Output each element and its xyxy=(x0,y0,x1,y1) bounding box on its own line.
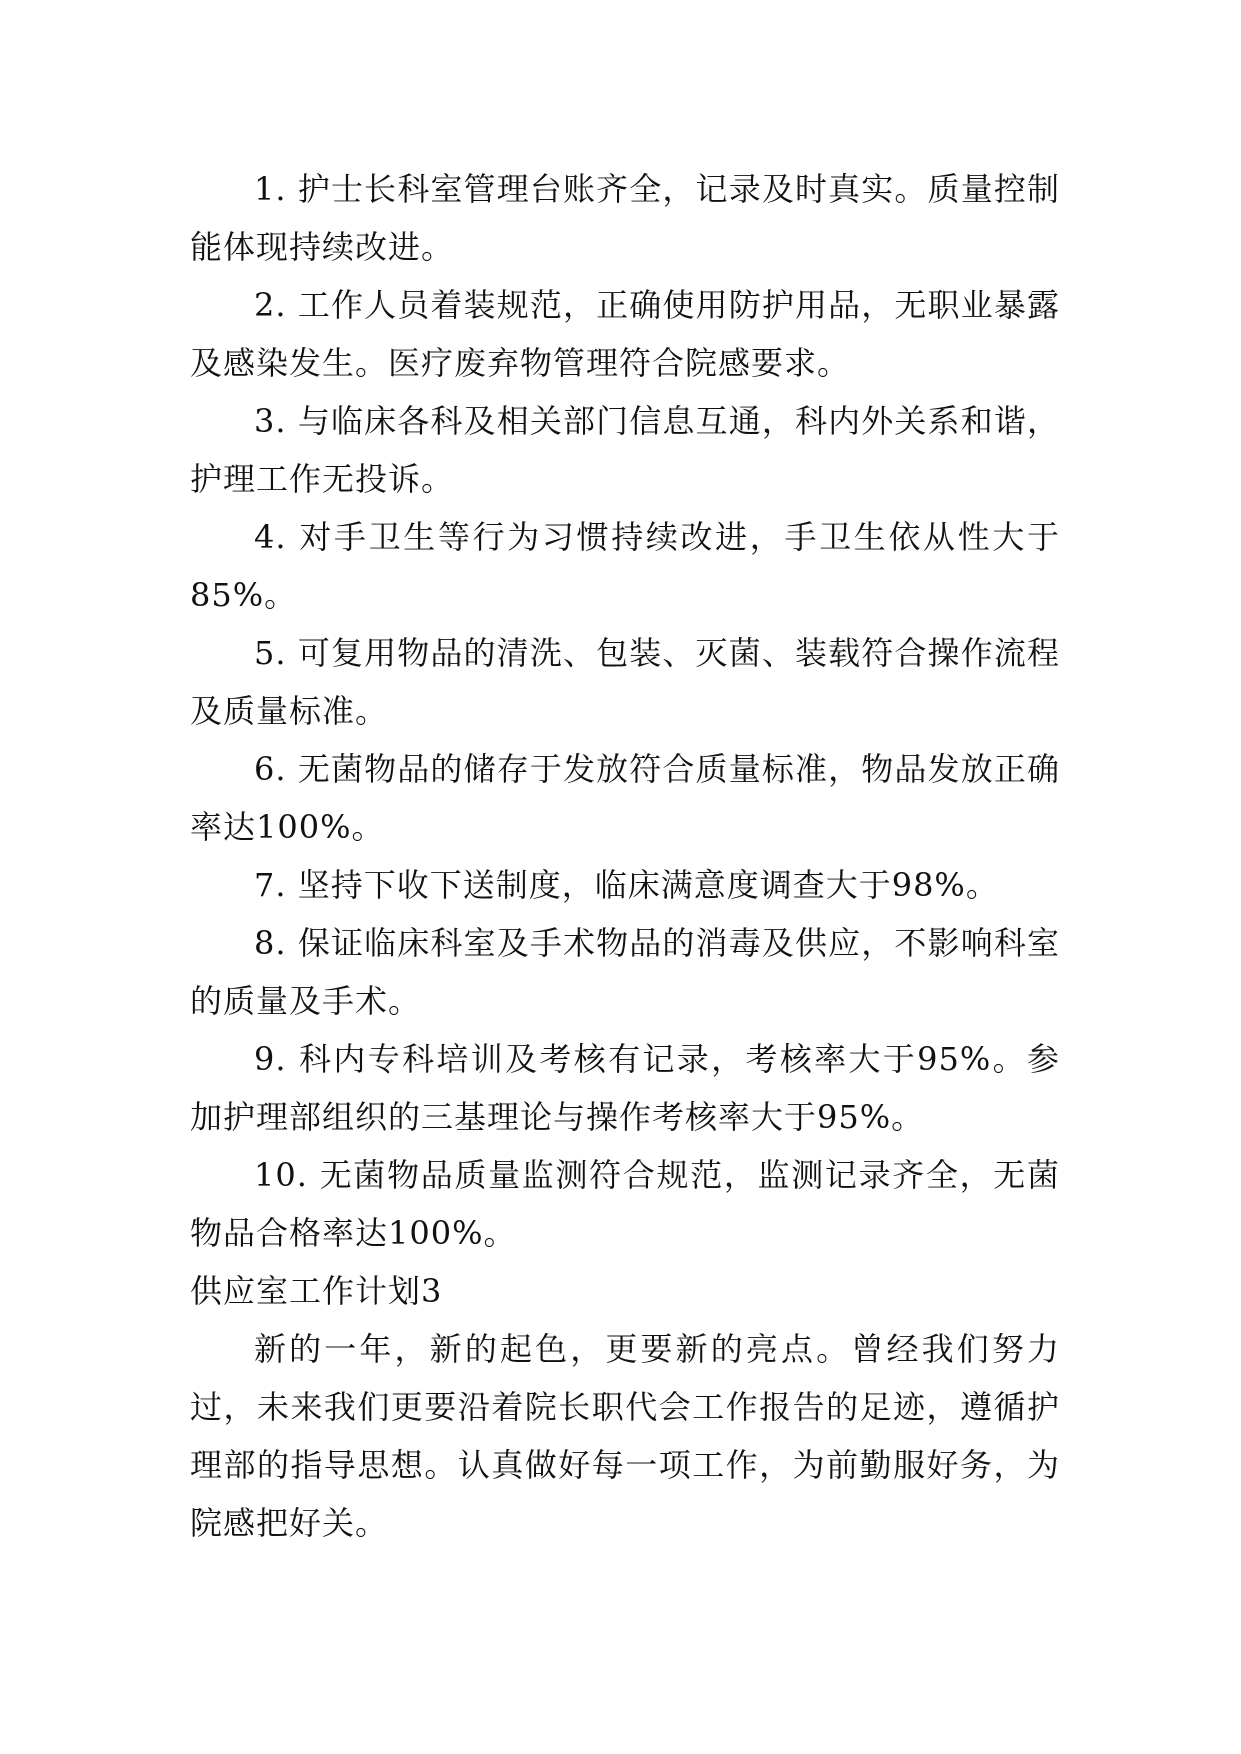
list-item-5: 5. 可复用物品的清洗、包装、灭菌、装载符合操作流程及质量标准。 xyxy=(190,634,1060,730)
list-item-7: 7. 坚持下收下送制度，临床满意度调查大于98%。 xyxy=(254,866,999,904)
list-item-1: 1. 护士长科室管理台账齐全，记录及时真实。质量控制能体现持续改进。 xyxy=(190,170,1060,266)
list-item-4: 4. 对手卫生等行为习惯持续改进，手卫生依从性大于85%。 xyxy=(190,518,1060,614)
intro-paragraph: 新的一年，新的起色，更要新的亮点。曾经我们努力过，未来我们更要沿着院长职代会工作报告的足迹，遵循护理部的指导思想。认真做好每一项工作，为前勤服好务，为院感把好关。 xyxy=(190,1330,1060,1542)
list-item-2: 2. 工作人员着装规范，正确使用防护用品，无职业暴露及感染发生。医疗废弃物管理符合院感要求。 xyxy=(190,286,1060,382)
list-item-8: 8. 保证临床科室及手术物品的消毒及供应，不影响科室的质量及手术。 xyxy=(190,924,1060,1020)
document-body xyxy=(190,160,1060,1552)
list-item-3: 3. 与临床各科及相关部门信息互通，科内外关系和谐，护理工作无投诉。 xyxy=(190,402,1060,498)
list-item-10: 10. 无菌物品质量监测符合规范，监测记录齐全，无菌物品合格率达100%。 xyxy=(190,1156,1060,1252)
section-heading: 供应室工作计划3 xyxy=(190,1272,443,1310)
list-item-9: 9. 科内专科培训及考核有记录，考核率大于95%。参加护理部组织的三基理论与操作考核率大于95%。 xyxy=(190,1040,1060,1136)
list-item-6: 6. 无菌物品的储存于发放符合质量标准，物品发放正确率达100%。 xyxy=(190,750,1060,846)
